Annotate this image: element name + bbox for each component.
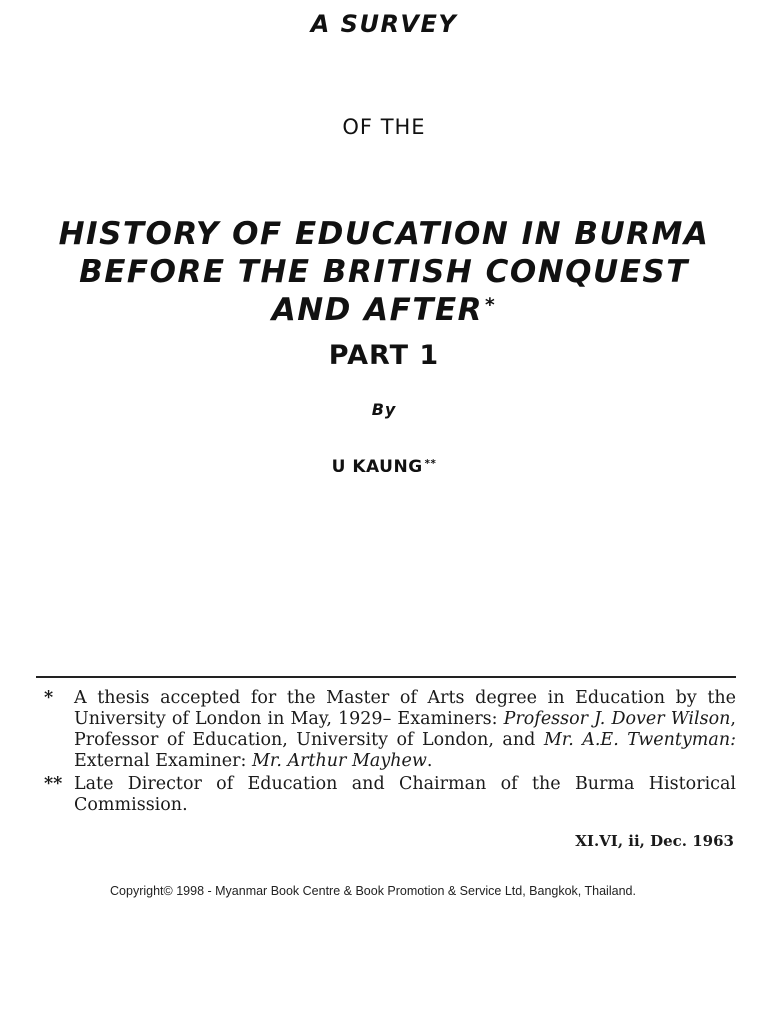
footnote-1-mark: * — [44, 688, 54, 708]
author-footnote-mark: ** — [424, 458, 437, 470]
footnote-1-text-end: . — [426, 751, 433, 771]
footnote-1-external-examiner: Mr. Arthur Mayhew — [251, 751, 427, 771]
footnote-2-body — [74, 774, 736, 816]
footnote-2-mark: ** — [44, 774, 63, 794]
title-line-3 — [0, 292, 768, 328]
by-label: By — [371, 400, 397, 419]
footnote-1-text-2: , Professor of Education, University of London, and — [74, 709, 736, 750]
footnote-2 — [40, 774, 736, 816]
part-heading: PART 1 — [328, 340, 440, 371]
copyright-notice: Copyright© 1998 - Myanmar Book Centre & Book Promotion & Service Ltd, Bangkok, Thailand. — [110, 884, 636, 898]
footnote-1-text: A thesis accepted for the Master of Arts degree in Education by the University of London in May, 1929– Examiners: — [74, 688, 736, 729]
footnote-1 — [40, 688, 736, 772]
author-line — [0, 457, 768, 477]
footnote-1-examiner-2: Mr. A.E. Twentyman: — [543, 730, 737, 750]
author-name: U KAUNG — [331, 457, 423, 477]
footnote-1-body — [74, 688, 736, 772]
footnote-divider — [36, 676, 736, 678]
journal-citation: XI.VI, ii, Dec. 1963 — [575, 832, 734, 850]
footnote-1-text-3: External Examiner: — [74, 751, 252, 771]
footnote-2-text: Late Director of Education and Chairman of the Burma Historical Commission. — [74, 774, 736, 815]
survey-heading: A SURVEY — [310, 10, 458, 38]
of-the-heading: OF THE — [342, 115, 426, 139]
title-line-3-text: AND AFTER — [271, 292, 484, 328]
footnote-1-examiner-1: Professor J. Dover Wilson — [503, 709, 731, 729]
title-line-2: BEFORE THE BRITISH CONQUEST — [79, 254, 689, 290]
title-line-1: HISTORY OF EDUCATION IN BURMA — [58, 216, 710, 252]
title-footnote-mark: * — [485, 294, 497, 316]
